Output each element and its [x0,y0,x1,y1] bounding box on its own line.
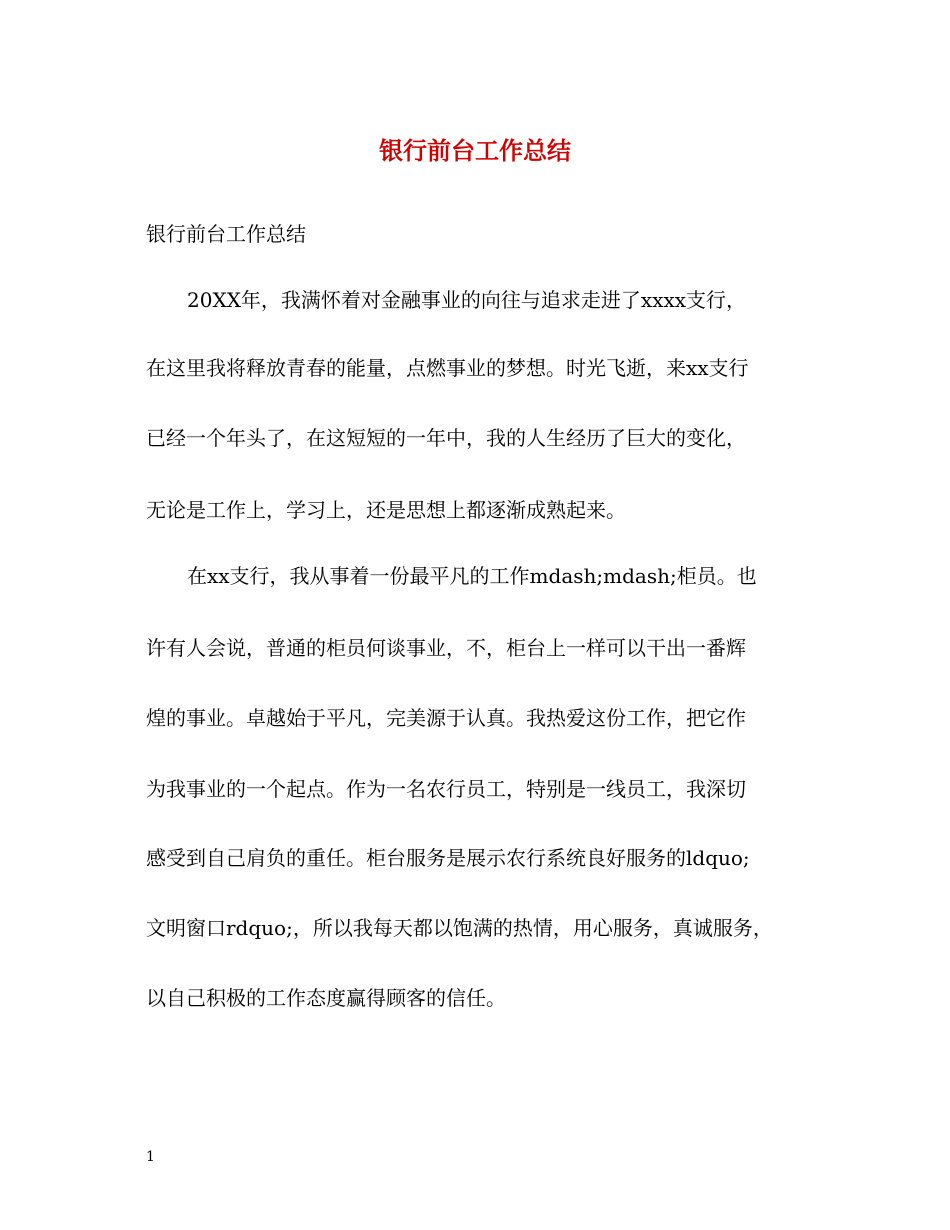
paragraph-1-line-3: 已经一个年头了，在这短短的一年中，我的人生经历了巨大的变化， [146,426,746,450]
paragraph-1-line-2: 在这里我将释放青春的能量，点燃事业的梦想。时光飞逝，来xx支行 [146,356,749,380]
paragraph-2-line-5: 感受到自己肩负的重任。柜台服务是展示农行系统良好服务的ldquo; [146,846,750,870]
document-title: 银行前台工作总结 [379,136,571,165]
paragraph-2-line-6: 文明窗口rdquo;，所以我每天都以饱满的热情，用心服务，真诚服务， [146,916,773,940]
paragraph-2-line-4: 为我事业的一个起点。作为一名农行员工，特别是一线员工，我深切 [146,777,746,801]
paragraph-2-line-2: 许有人会说，普通的柜员何谈事业，不，柜台上一样可以干出一番辉 [146,636,746,660]
paragraph-1-line-1: 20XX年，我满怀着对金融事业的向往与追求走进了xxxx支行， [187,288,747,312]
paragraph-1-line-4: 无论是工作上，学习上，还是思想上都逐渐成熟起来。 [146,498,626,522]
paragraph-2-line-7: 以自己积极的工作态度赢得顾客的信任。 [146,986,506,1010]
paragraph-2-line-3: 煌的事业。卓越始于平凡，完美源于认真。我热爱这份工作，把它作 [146,706,746,730]
document-subtitle: 银行前台工作总结 [146,222,306,246]
page-number: 1 [146,1149,155,1165]
paragraph-2-line-1: 在xx支行，我从事着一份最平凡的工作mdash;mdash;柜员。也 [187,564,757,588]
